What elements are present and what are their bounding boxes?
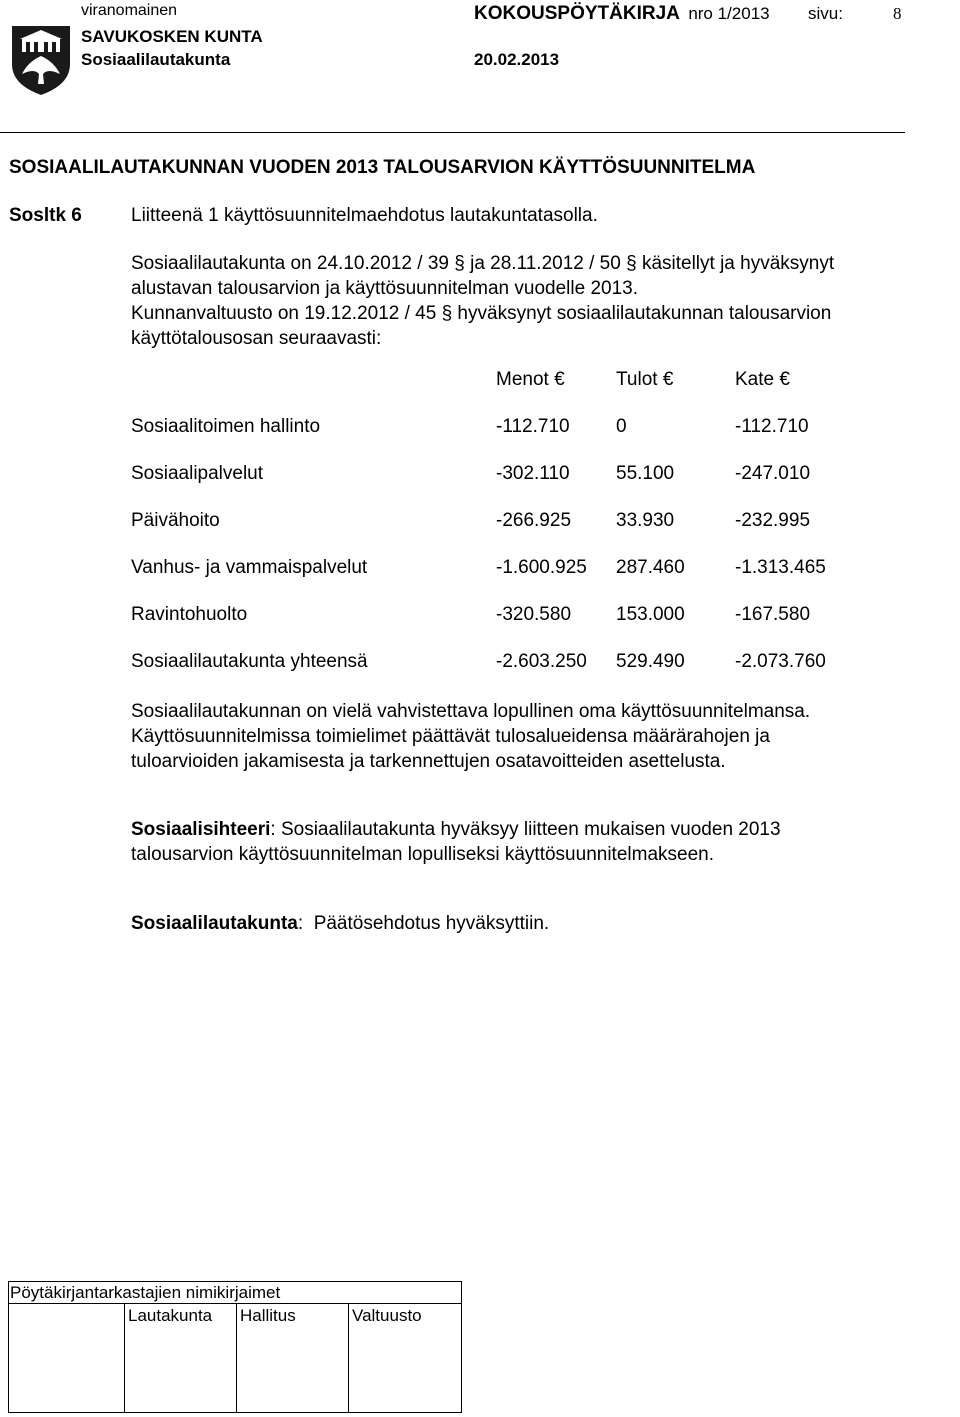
cell-kate: -112.710 (735, 416, 809, 437)
background-line: Kunnanvaltuusto on 19.12.2012 / 45 § hyväksynyt sosiaalilautakunnan talousarvion (131, 303, 832, 324)
cell-menot: -112.710 (496, 416, 570, 437)
row-label: Sosiaalitoimen hallinto (131, 416, 321, 437)
cell-kate: -167.580 (735, 604, 811, 625)
decision-paragraph: Sosiaalilautakunta: Päätösehdotus hyväksyttiin. (131, 913, 550, 934)
cell-tulot: 153.000 (616, 604, 685, 625)
page-label: sivu: (808, 4, 843, 23)
initials-column-hallitus: Hallitus (240, 1306, 296, 1325)
page-number: 8 (893, 4, 902, 23)
cell-menot: -266.925 (496, 510, 572, 531)
row-label: Päivähoito (131, 510, 220, 531)
note-line: Sosiaalilautakunnan on vielä vahvistettava lopullinen oma käyttösuunnitelmansa. (131, 701, 811, 722)
cell-tulot: 55.100 (616, 463, 675, 484)
decision-label: Sosiaalilautakunta (131, 913, 298, 934)
cell-menot: -2.603.250 (496, 651, 587, 672)
table-row (131, 463, 851, 488)
row-label: Vanhus- ja vammaispalvelut (131, 557, 368, 578)
initials-column-valtuusto: Valtuusto (352, 1306, 422, 1325)
municipality-coat-of-arms-icon (10, 24, 72, 96)
cell-kate: -2.073.760 (735, 651, 826, 672)
cell-menot: -320.580 (496, 604, 572, 625)
background-line: alustavan talousarvion ja käyttösuunnitelman vuodelle 2013. (131, 278, 638, 299)
table-row (131, 557, 851, 582)
note-line: tuloarvioiden jakamisesta ja tarkennettujen osatavoitteiden asettelusta. (131, 751, 726, 772)
table-row (131, 510, 851, 535)
board-name: Sosiaalilautakunta (81, 50, 231, 69)
section-title: SOSIAALILAUTAKUNNAN VUODEN 2013 TALOUSARVION KÄYTTÖSUUNNITELMA (9, 157, 756, 178)
background-paragraph (131, 251, 834, 351)
proposal-text: talousarvion käyttösuunnitelman lopulliseksi käyttösuunnitelmakseen. (131, 844, 714, 865)
section-code: Sosltk 6 (9, 205, 82, 226)
document-title: KOKOUSPÖYTÄKIRJA (474, 3, 680, 24)
background-line: Sosiaalilautakunta on 24.10.2012 / 39 § ja 28.11.2012 / 50 § käsitellyt ja hyväksynyt (131, 253, 835, 274)
cell-menot: -1.600.925 (496, 557, 587, 578)
proposal-text: Sosiaalilautakunta hyväksyy liitteen mukaisen vuoden 2013 (280, 819, 781, 840)
proposal-label: Sosiaalisihteeri (131, 819, 271, 840)
cell-tulot: 0 (616, 416, 627, 437)
initials-title: Pöytäkirjantarkastajien nimikirjaimet (10, 1283, 281, 1302)
cell-tulot: 33.930 (616, 510, 675, 531)
note-paragraph (131, 699, 810, 774)
table-row-total (131, 651, 851, 676)
header-divider (0, 132, 905, 133)
decision-text: Päätösehdotus hyväksyttiin. (313, 913, 550, 934)
column-header-menot: Menot € (496, 369, 565, 390)
initials-cell-blank (8, 1303, 125, 1413)
document-number: nro 1/2013 (688, 4, 770, 23)
column-header-tulot: Tulot € (616, 369, 674, 390)
meeting-date: 20.02.2013 (474, 50, 560, 69)
cell-kate: -247.010 (735, 463, 811, 484)
background-line: käyttötalousosan seuraavasti: (131, 328, 382, 349)
proposal-paragraph: Sosiaalisihteeri: Sosiaalilautakunta hyväksyy liitteen mukaisen vuoden 2013 talousarvion käyttösuunnitelman lopulliseksi käyttösuunnitelmakseen. (131, 819, 781, 865)
attachment-note: Liitteenä 1 käyttösuunnitelmaehdotus lautakuntatasolla. (131, 205, 598, 226)
cell-tulot: 287.460 (616, 557, 685, 578)
cell-kate: -1.313.465 (735, 557, 826, 578)
document-header (474, 3, 770, 25)
authority-label: viranomainen (81, 2, 178, 19)
row-label: Sosiaalipalvelut (131, 463, 264, 484)
municipality-name: SAVUKOSKEN KUNTA (81, 27, 263, 46)
note-line: Käyttösuunnitelmissa toimielimet päättävät tulosalueidensa määrärahojen ja (131, 726, 770, 747)
initials-column-lautakunta: Lautakunta (128, 1306, 213, 1325)
row-label: Ravintohuolto (131, 604, 248, 625)
cell-menot: -302.110 (496, 463, 570, 484)
initials-table-frame (8, 1281, 462, 1304)
budget-table-header (131, 369, 851, 394)
cell-tulot: 529.490 (616, 651, 685, 672)
table-row (131, 604, 851, 629)
column-header-kate: Kate € (735, 369, 790, 390)
table-row (131, 416, 851, 441)
cell-kate: -232.995 (735, 510, 811, 531)
row-label: Sosiaalilautakunta yhteensä (131, 651, 368, 672)
